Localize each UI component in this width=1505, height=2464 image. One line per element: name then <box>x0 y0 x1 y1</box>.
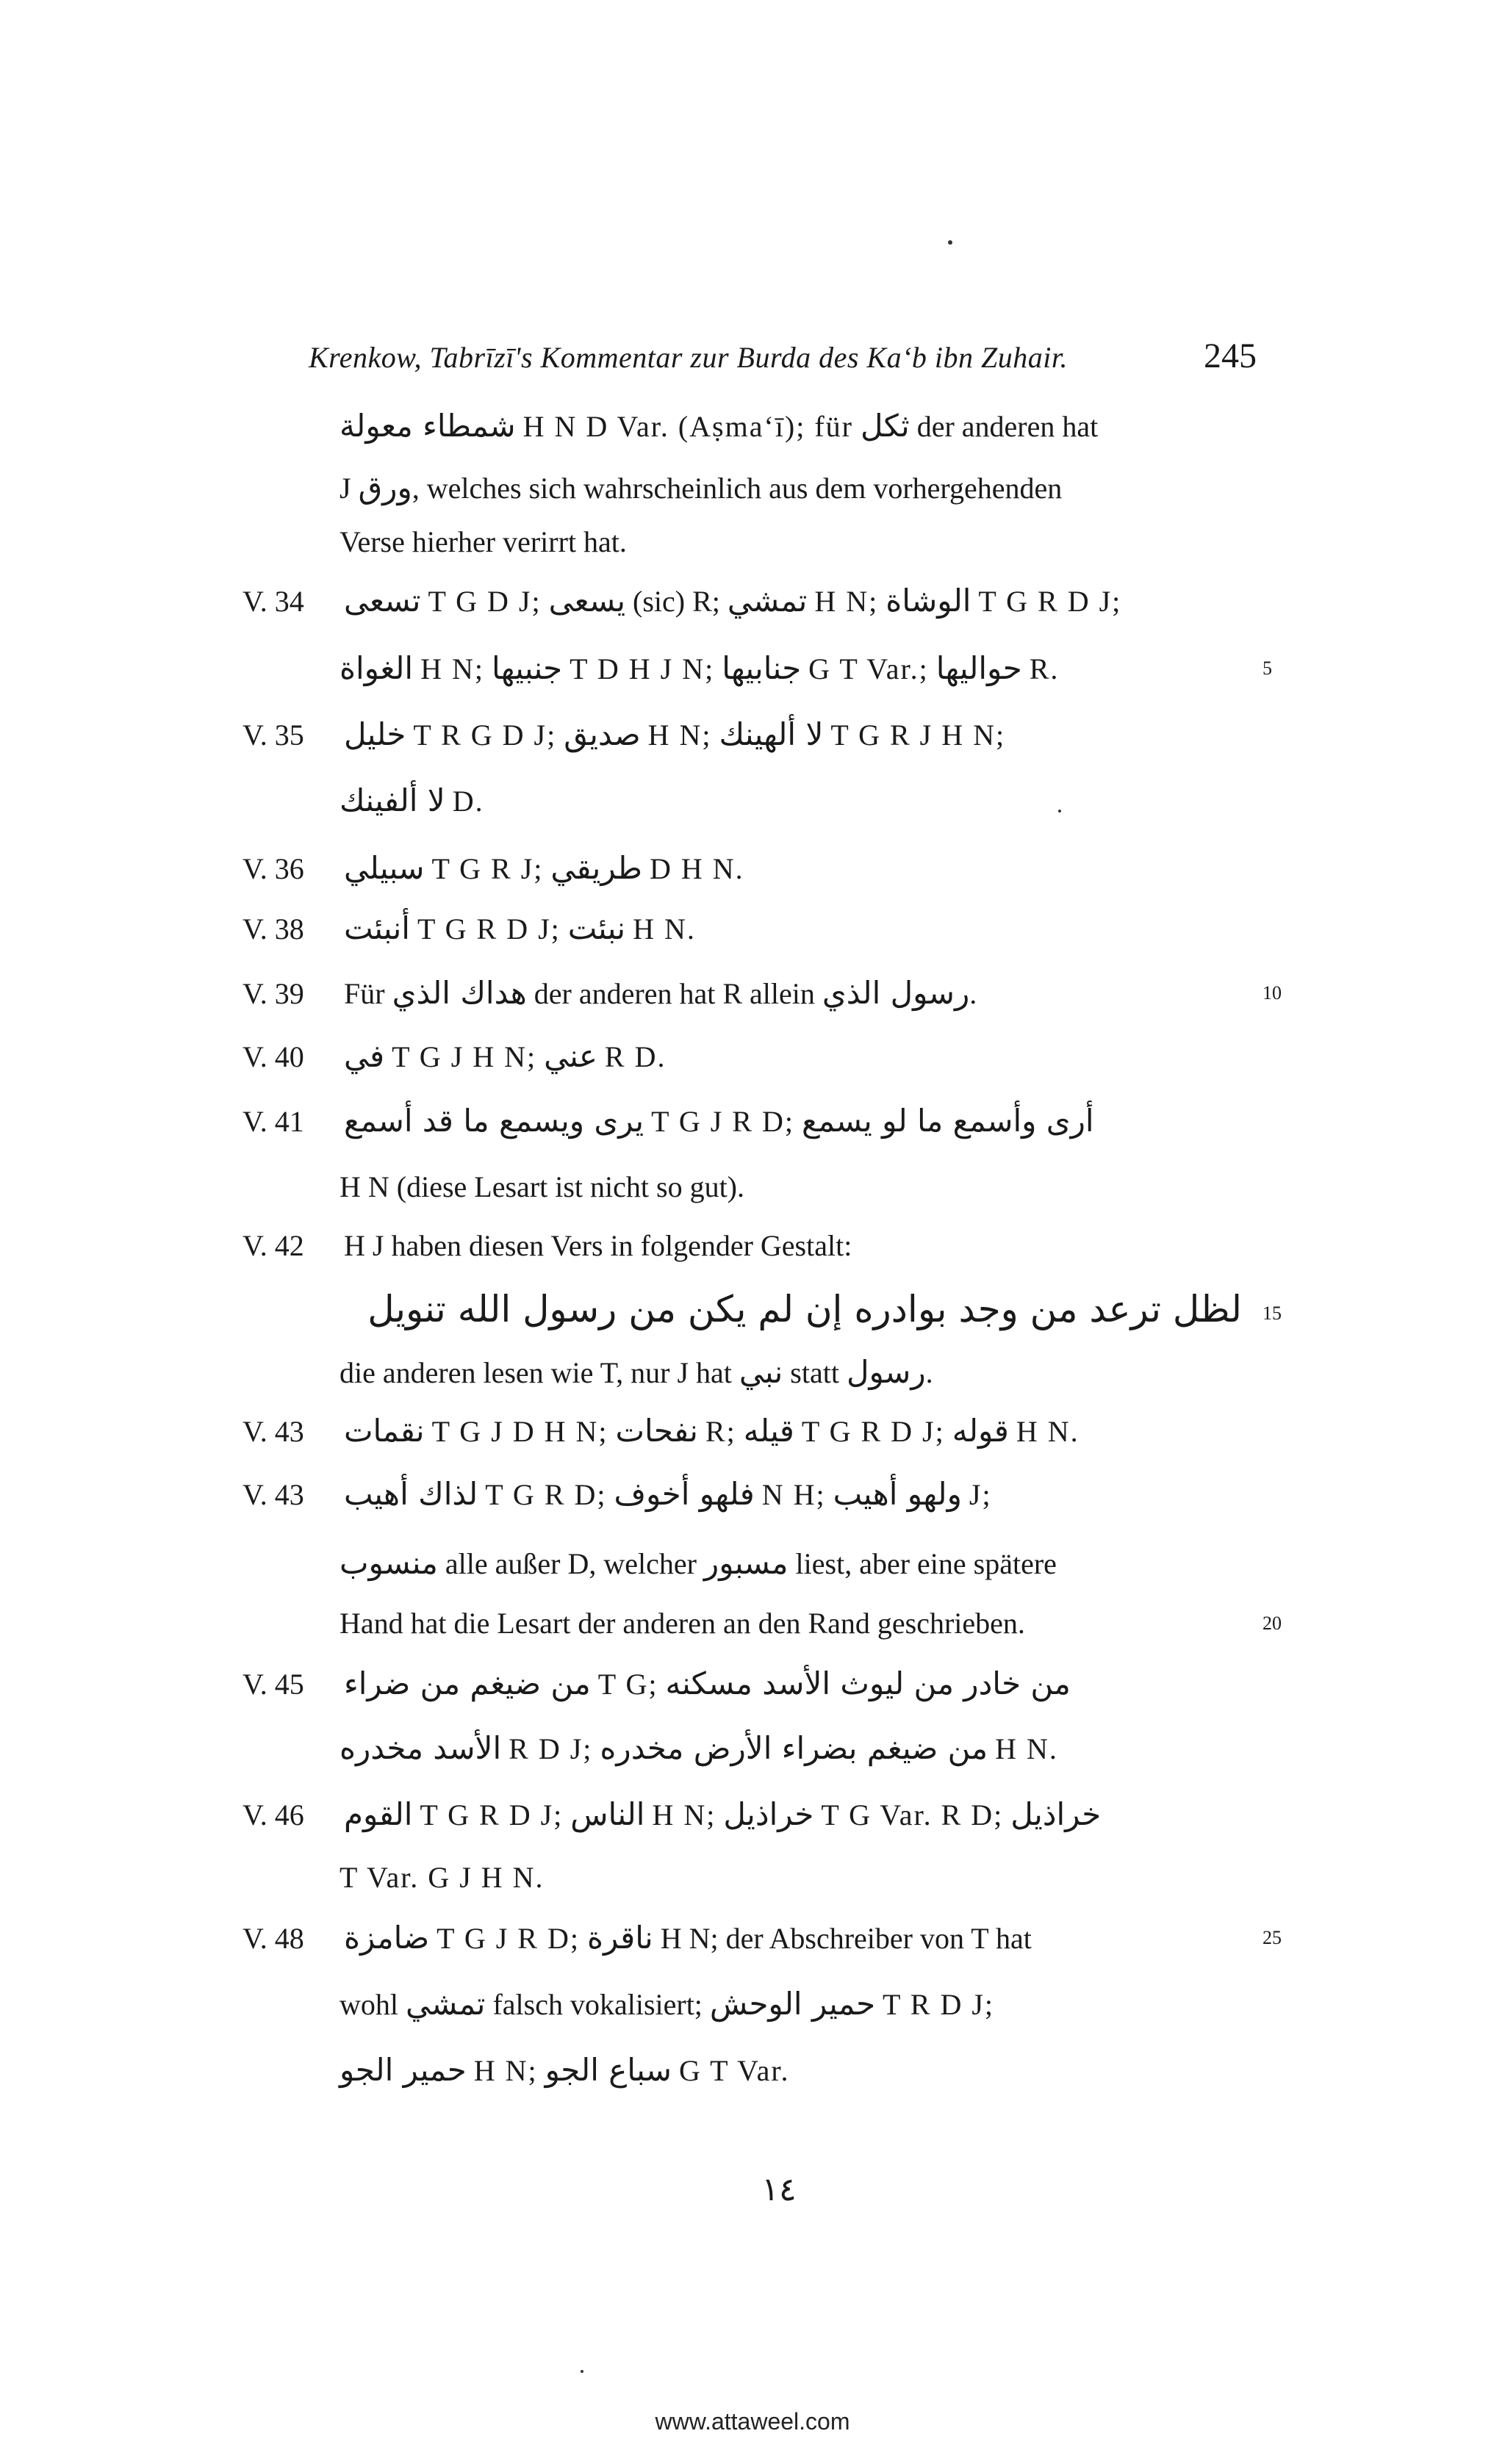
sigla: D H N. <box>649 852 744 885</box>
text: falsch vokalisiert; <box>492 1988 703 2021</box>
arabic-word: تسعى <box>344 583 421 619</box>
sigla: H N; <box>652 1798 716 1831</box>
running-head-title: Krenkow, Tabrīzī's Kommentar zur Burda des Ka‘b ibn Zuhair. <box>309 341 1068 374</box>
text: . <box>925 1356 933 1389</box>
sigla: R. <box>1029 652 1060 685</box>
margin-line-number: 25 <box>1262 1927 1282 1948</box>
arabic-phrase: الأسد مخدره <box>340 1730 502 1766</box>
sigla: T G Var. R D; <box>821 1798 1004 1831</box>
text: alle außer D, welcher <box>445 1547 697 1580</box>
sigla: T G; <box>597 1668 658 1701</box>
arabic-word: الناس <box>570 1796 645 1832</box>
arabic-word: عني <box>544 1038 597 1074</box>
text: die anderen lesen wie T, nur J hat <box>340 1356 732 1389</box>
verse-line-45 <box>243 1660 1242 1707</box>
text-line <box>340 2047 1243 2094</box>
margin-line-number: 10 <box>1262 982 1282 1004</box>
sigla: T R G D J; <box>413 718 557 752</box>
arabic-word: تمشي <box>727 583 808 619</box>
text-line <box>340 1540 1243 1587</box>
text-line <box>340 645 1243 692</box>
arabic-phrase: من ضيغم بضراء الأرض مخدره <box>600 1730 988 1766</box>
text-line <box>340 1349 1243 1396</box>
arabic-word: يسعى <box>548 583 626 619</box>
verse-line-35 <box>243 711 1242 758</box>
verse-line-42 <box>243 1222 1242 1269</box>
verse-line-36 <box>243 845 1242 892</box>
verse-line-38 <box>243 905 1242 952</box>
sigla: T D H J N; <box>570 652 715 685</box>
sigla: D. <box>452 785 484 818</box>
ink-speck <box>948 240 952 245</box>
arabic-phrase: ولهو أهيب <box>833 1476 962 1512</box>
sigla: H N. <box>995 1732 1058 1765</box>
arabic-word: شمطاء معولة <box>340 408 516 444</box>
arabic-word: خراذيل <box>723 1796 814 1832</box>
sigla: H N. <box>1016 1415 1080 1448</box>
verse-line-39 <box>243 970 1242 1017</box>
arabic-word: منسوب <box>340 1545 438 1581</box>
arabic-word: جنابيها <box>722 650 802 686</box>
verse-number: V. 46 <box>243 1798 304 1831</box>
running-head <box>309 334 1257 386</box>
text: H J haben diesen Vers in folgender Gestalt: <box>344 1229 852 1262</box>
sigla: R D. <box>604 1040 667 1073</box>
text-line <box>340 1600 1243 1647</box>
arabic-phrase: من خادر من ليوث الأسد مسكنه <box>665 1665 1071 1701</box>
sigla: J <box>340 472 351 505</box>
sigla: T R D J; <box>883 1988 995 2021</box>
verse-line-46 <box>243 1791 1242 1838</box>
sigla: H N. <box>633 912 696 945</box>
sigla: J; <box>969 1478 992 1511</box>
arabic-word: ضامزة <box>344 1920 430 1956</box>
text: statt <box>790 1356 839 1389</box>
verse-number: V. 41 <box>243 1105 304 1138</box>
page-number: 245 <box>1204 336 1257 375</box>
arabic-phrase: أرى وأسمع ما لو يسمع <box>801 1103 1094 1139</box>
sigla: T G J R D; <box>651 1105 794 1138</box>
text-line <box>340 1981 1243 2028</box>
arabic-phrase: حمير الجو <box>340 2052 467 2088</box>
sigla: R D J; <box>509 1732 593 1765</box>
sigla: T G R D J; <box>417 912 561 945</box>
arabic-word: نقمات <box>344 1413 425 1449</box>
arabic-phrase: من ضيغم من ضراء <box>344 1665 591 1701</box>
arabic-word: أنبئت <box>344 910 410 946</box>
arabic-word: الوشاة <box>886 583 971 619</box>
verse-line-34 <box>243 577 1242 624</box>
sigla: T G J H N; <box>392 1040 537 1073</box>
sigla: H N; <box>647 718 712 752</box>
arabic-word: لا ألفينك <box>340 782 445 818</box>
signature-mark: ١٤ <box>761 2171 797 2208</box>
margin-line-number: 15 <box>1262 1303 1282 1324</box>
text: der anderen hat R allein <box>534 977 815 1010</box>
arabic-word: قيله <box>743 1413 794 1449</box>
verse-line-41 <box>243 1098 1242 1145</box>
sigla: G T Var. <box>678 2054 790 2087</box>
arabic-word: صديق <box>564 716 641 752</box>
sigla: T G D J; <box>428 585 542 618</box>
text: H N; der Abschreiber von T hat <box>660 1922 1032 1955</box>
margin-line-number: 20 <box>1262 1613 1282 1634</box>
arabic-word: هداك الذي <box>392 975 527 1011</box>
sigla: T Var. G J H N. <box>340 1861 545 1894</box>
text-line <box>340 1725 1243 1772</box>
text: wohl <box>340 1988 398 2021</box>
arabic-word: ثكل <box>861 408 910 444</box>
arabic-word: لا ألهينك <box>719 716 824 752</box>
arabic-word: قوله <box>952 1413 1009 1449</box>
arabic-word: حواليها <box>935 650 1022 686</box>
arabic-word: مسبور <box>703 1545 789 1581</box>
text-line <box>340 519 1243 566</box>
arabic-word: نبئت <box>567 910 626 946</box>
arabic-word: ناقرة <box>586 1920 653 1956</box>
arabic-phrase: لذاك أهيب <box>344 1476 478 1512</box>
sigla: H N; <box>473 2054 538 2087</box>
website-footer[interactable]: www.attaweel.com <box>655 2408 850 2435</box>
arabic-word: جنبيها <box>492 650 563 686</box>
verse-number: V. 43 <box>243 1415 304 1448</box>
text: , welches sich wahrscheinlich aus dem vorhergehenden <box>412 472 1063 505</box>
arabic-word: تمشي <box>406 1986 486 2022</box>
arabic-phrase: يرى ويسمع ما قد أسمع <box>344 1103 644 1139</box>
sigla: H N D Var. (Aṣma‘ī); für <box>522 410 853 443</box>
arabic-word: نفحات <box>615 1413 698 1449</box>
text: Hand hat die Lesart der anderen an den Rand geschrieben. <box>340 1607 1025 1640</box>
text: liest, aber eine spätere <box>795 1547 1057 1580</box>
verse-number: V. 39 <box>243 977 304 1010</box>
text: H N (diese Lesart ist nicht so gut). <box>340 1170 744 1203</box>
sigla: N H; <box>761 1478 826 1511</box>
sigla: T G R J; <box>431 852 544 885</box>
sigla: H N; <box>420 652 484 685</box>
ink-speck <box>581 2370 583 2373</box>
arabic-word: طريقي <box>550 850 642 886</box>
sigla: G T Var.; <box>808 652 929 685</box>
verse-number: V. 43 <box>243 1478 304 1511</box>
sigla: T G R D J; <box>420 1798 564 1831</box>
verse-line-48 <box>243 1914 1242 1962</box>
arabic-phrase: سباع الجو <box>545 2052 672 2088</box>
sigla: R; <box>705 1415 736 1448</box>
arabic-word: الغواة <box>340 650 414 686</box>
text: Verse hierher verirrt hat. <box>340 525 627 558</box>
verse-number: V. 36 <box>243 852 304 885</box>
arabic-word: ورق <box>358 469 412 505</box>
verse-number: V. 34 <box>243 585 304 618</box>
verse-number: V. 35 <box>243 718 304 752</box>
sigla: T G R D J; <box>801 1415 945 1448</box>
arabic-phrase: فلهو أخوف <box>614 1476 755 1512</box>
sigla: T G R J H N; <box>830 718 1006 752</box>
verse-number: V. 45 <box>243 1668 304 1701</box>
arabic-word: نبي <box>739 1354 783 1390</box>
text-line <box>340 1164 1243 1211</box>
arabic-phrase: حمير الوحش <box>709 1986 876 2022</box>
arabic-word: القوم <box>344 1796 413 1832</box>
verse-number: V. 38 <box>243 912 304 945</box>
text-line <box>340 403 1243 450</box>
sigla: T G R D; <box>485 1478 607 1511</box>
arabic-word: خراذيل <box>1010 1796 1102 1832</box>
sigla: T G J D H N; <box>431 1415 608 1448</box>
arabic-word: رسول الذي <box>822 975 970 1011</box>
verse-line-40 <box>243 1033 1242 1080</box>
arabic-word: رسول <box>846 1354 926 1390</box>
verse-number: V. 48 <box>243 1922 304 1955</box>
text: der anderen hat <box>916 410 1099 443</box>
text-line <box>340 1854 1243 1901</box>
verse-number: V. 42 <box>243 1229 304 1262</box>
arabic-word: سبيلي <box>344 850 425 886</box>
text: Für <box>344 977 385 1010</box>
text: (sic) R; <box>633 585 720 618</box>
text-line <box>340 777 1243 824</box>
text: . <box>969 977 977 1010</box>
arabic-word: في <box>344 1038 385 1074</box>
verse-line-43a <box>243 1408 1242 1455</box>
arabic-verse-line <box>257 1286 1242 1333</box>
arabic-verse: لظل ترعد من وجد بوادره إن لم يكن من رسول الله تنويل <box>367 1288 1242 1330</box>
verse-number: V. 40 <box>243 1040 304 1073</box>
sigla: T G J R D; <box>437 1922 580 1955</box>
margin-line-number: 5 <box>1262 658 1272 679</box>
arabic-word: خليل <box>344 716 406 752</box>
text-line <box>340 464 1243 511</box>
verse-line-43b <box>243 1471 1242 1518</box>
sigla: H N; <box>814 585 879 618</box>
sigla: T G R D J; <box>978 585 1122 618</box>
